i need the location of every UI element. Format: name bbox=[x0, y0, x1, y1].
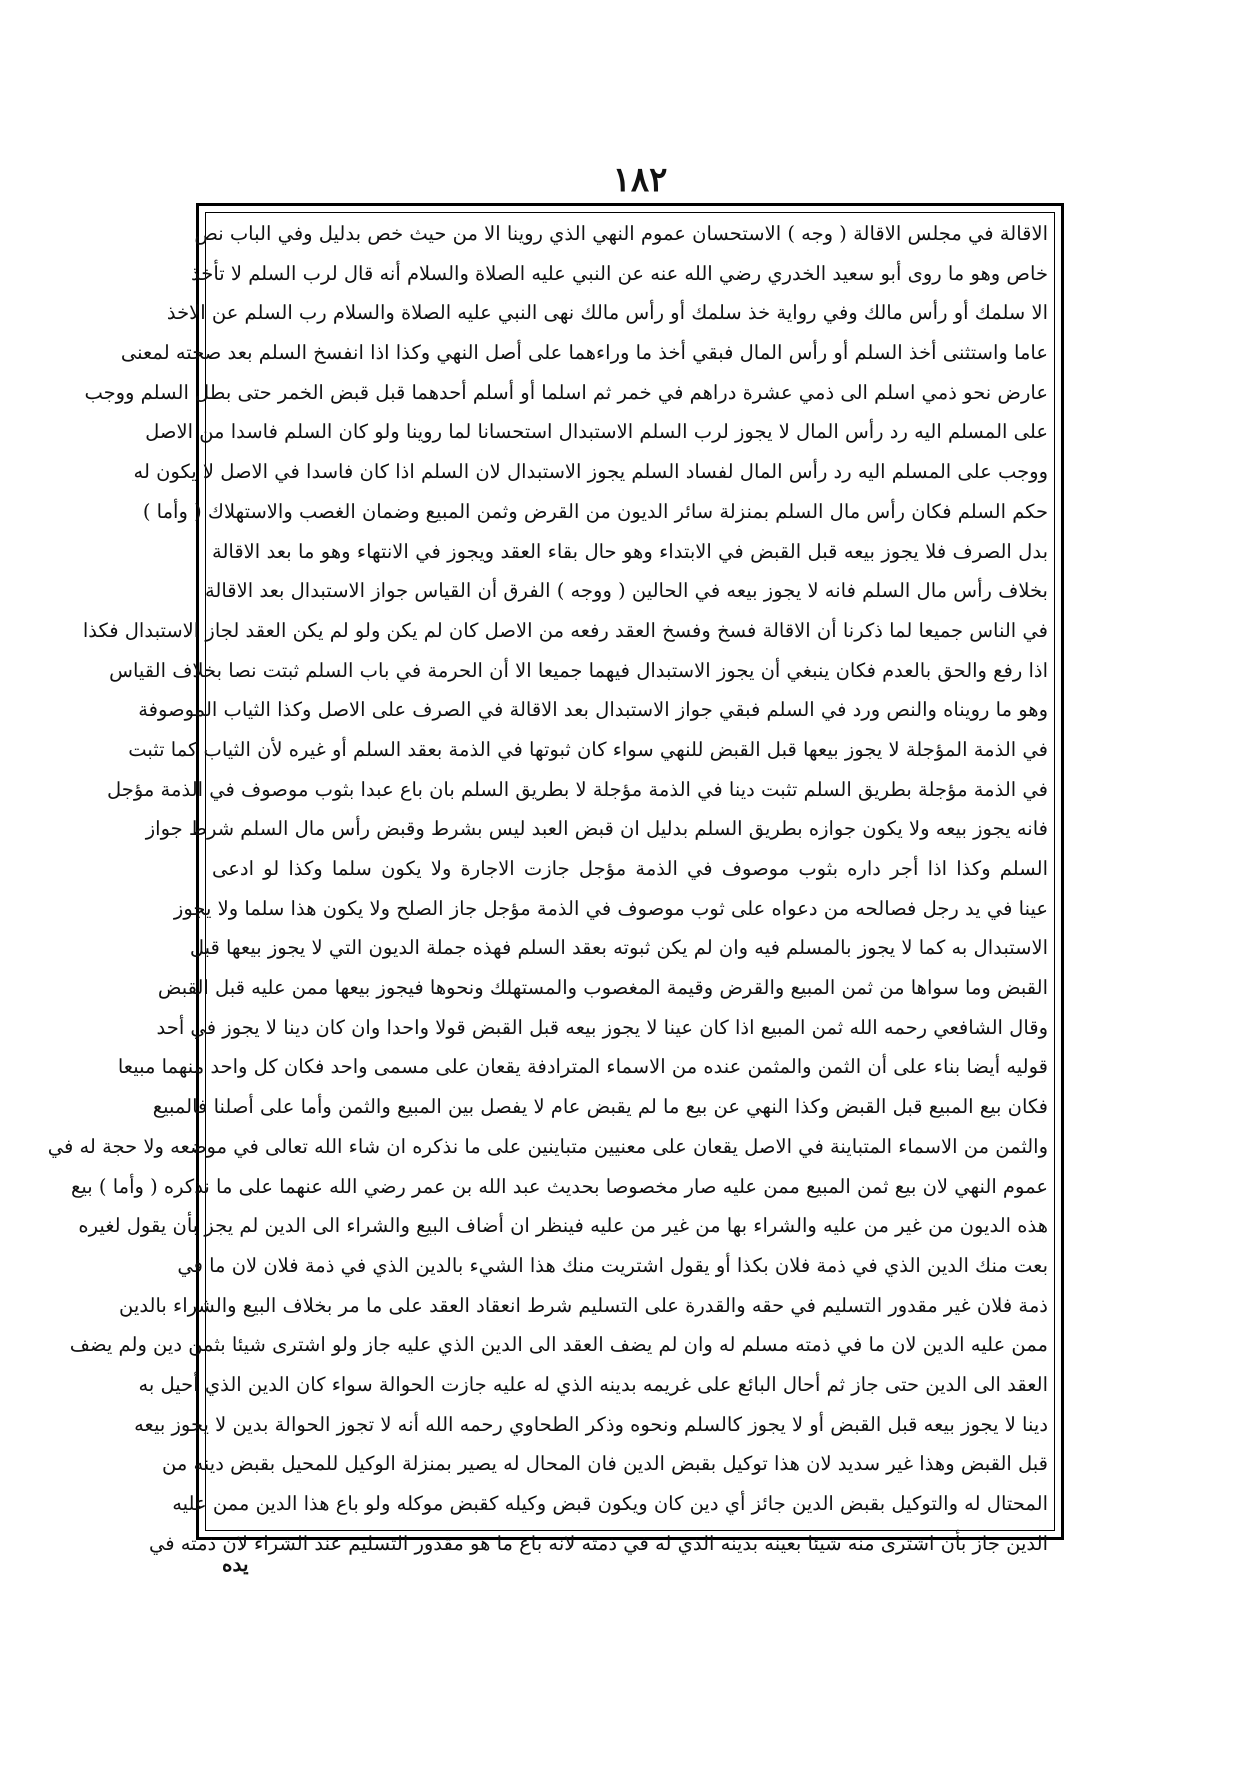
text-line: بدل الصرف فلا يجوز بيعه قبل القبض في الابتداء وهو حال بقاء العقد ويجوز في الانتهاء وهو ما بعد الاقالة bbox=[212, 539, 1048, 563]
text-line: الدين جاز بأن اشترى منه شيئا بعينه بدينه الذي له في ذمته لانه باع ما هو مقدور التسليم عند الشراء لان ذمته في bbox=[148, 1531, 1048, 1555]
text-line: السلم وكذا اذا أجر داره بثوب موصوف في الذمة مؤجل جازت الاجارة ولا يكون سلما وكذا لو ادعى bbox=[212, 857, 1048, 880]
text-line: حكم السلم فكان رأس مال السلم بمنزلة سائر الديون من القرض وثمن المبيع وضمان الغصب والاستهلاك ( وأما ) bbox=[142, 499, 1048, 523]
text-line: فانه يجوز بيعه ولا يكون جوازه بطريق السلم بدليل ان قبض العبد ليس بشرط وقبض رأس مال السلم شرط جواز bbox=[145, 817, 1048, 841]
text-line: والثمن من الاسماء المتباينة في الاصل يقعان على معنيين متباينين على ما نذكره ان شاء الله تعالى في موضعه ولا حجة له في bbox=[47, 1134, 1048, 1158]
text-line: في الناس جميعا لما ذكرنا أن الاقالة فسخ وفسخ العقد رفعه من الاصل كان لم يكن ولو لم يكن العقد لجاز الاستبدال فكذا bbox=[82, 618, 1048, 642]
text-line: الاقالة في مجلس الاقالة ( وجه ) الاستحسان عموم النهي الذي روينا الا من حيث خص بدليل وفي الباب نص bbox=[194, 222, 1048, 245]
text-line: بخلاف رأس مال السلم فانه لا يجوز بيعه في الحالين ( ووجه ) الفرق أن القياس جواز الاستبدال بعد الاقالة bbox=[204, 579, 1048, 603]
text-line: القبض وما سواها من ثمن المبيع والقرض وقيمة المغصوب والمستهلك ونحوها فيجوز بيعها ممن عليه قبل القبض bbox=[157, 976, 1048, 1000]
page-number: ١٨٢ bbox=[612, 160, 668, 200]
text-line: عينا في يد رجل فصالحه من دعواه على ثوب موصوف في الذمة مؤجل جاز الصلح ولا يكون هذا سلما ولا يجوز bbox=[173, 896, 1048, 920]
catchword: يده bbox=[222, 1552, 249, 1576]
text-line: فكان بيع المبيع قبل القبض وكذا النهي عن بيع ما لم يقبض عام لا يفصل بين المبيع والثمن وأما على أصلنا فالمبيع bbox=[152, 1095, 1048, 1119]
text-line: المحتال له والتوكيل بقبض الدين جائز أي دين كان ويكون قبض وكيله كقبض موكله ولو باع هذا الدين ممن عليه bbox=[172, 1492, 1048, 1515]
text-line: وهو ما رويناه والنص ورد في السلم فبقي جواز الاستبدال بعد الاقالة في الصرف على الاصل وكذا الثياب الموصوفة bbox=[138, 698, 1048, 722]
text-line: وقال الشافعي رحمه الله ثمن المبيع اذا كان عينا لا يجوز بيعه قبل القبض قولا واحدا وان كان دينا لا يجوز في أحد bbox=[156, 1015, 1048, 1039]
text-line: عموم النهي لان بيع ثمن المبيع ممن عليه صار مخصوصا بحديث عبد الله بن عمر رضي الله عنهما على ما نذكره ( وأما ) بيع bbox=[71, 1174, 1048, 1198]
text-line: عاما واستثنى أخذ السلم أو رأس المال فبقي أخذ ما وراءهما على أصل النهي وكذا اذا انفسخ السلم بعد صحته لمعنى bbox=[120, 341, 1048, 365]
text-line: ذمة فلان غير مقدور التسليم في حقه والقدرة على التسليم شرط انعقاد العقد على ما مر بخلاف البيع والشراء بالدين bbox=[119, 1293, 1048, 1317]
text-line: دينا لا يجوز بيعه قبل القبض أو لا يجوز كالسلم ونحوه وذكر الطحاوي رحمه الله أنه لا تجوز الحوالة بدين لا يجوز بيعه bbox=[134, 1412, 1048, 1436]
text-line: بعت منك الدين الذي في ذمة فلان بكذا أو يقول اشتريت منك هذا الشيء بالدين الذي في ذمة فلان لان ما في bbox=[177, 1253, 1048, 1277]
text-line: العقد الى الدين حتى جاز ثم أحال البائع على غريمه بدينه الذي له عليه جازت الحوالة سواء كان الدين الذي أحيل به bbox=[138, 1372, 1048, 1396]
text-line: ممن عليه الدين لان ما في ذمته مسلم له وان لم يضف العقد الى الدين الذي عليه جاز ولو اشترى شيئا بثمن دين ولم يضف bbox=[69, 1333, 1048, 1357]
body-text bbox=[47, 214, 1048, 1563]
text-line: اذا رفع والحق بالعدم فكان ينبغي أن يجوز الاستبدال فيهما جميعا الا أن الحرمة في باب السلم ثبتت نصا بخلاف القياس bbox=[109, 658, 1048, 682]
text-line: الا سلمك أو رأس مالك وفي رواية خذ سلمك أو رأس مالك نهى النبي عليه الصلاة والسلام رب السلم عن الاخذ bbox=[166, 301, 1048, 325]
text-line: في الذمة مؤجلة بطريق السلم تثبت دينا في الذمة مؤجلة لا بطريق السلم بان باع عبدا بثوب موصوف في الذمة مؤجل bbox=[107, 777, 1048, 801]
text-line: قبل القبض وهذا غير سديد لان هذا توكيل بقبض الدين فان المحال له يصير بمنزلة الوكيل للمحيل بقبض دينه من bbox=[161, 1452, 1048, 1476]
text-line: خاص وهو ما روى أبو سعيد الخدري رضي الله عنه عن النبي عليه الصلاة والسلام أنه قال لرب السلم لا تأخذ bbox=[191, 261, 1048, 285]
text-line: هذه الديون من غير من عليه والشراء بها من غير من عليه فينظر ان أضاف البيع والشراء الى الدين لم يجز بأن يقول لغيره bbox=[78, 1214, 1048, 1238]
text-line: على المسلم اليه رد رأس المال لا يجوز لرب السلم الاستبدال استحسانا لما روينا ولو كان السلم فاسدا من الاصل bbox=[145, 420, 1048, 444]
text-line: في الذمة المؤجلة لا يجوز بيعها قبل القبض للنهي سواء كان ثبوتها في الذمة بعقد السلم أو غيره لأن الثياب كما تثبت bbox=[128, 737, 1048, 761]
text-line: قوليه أيضا بناء على أن الثمن والمثمن عنده من الاسماء المترادفة يقعان على مسمى واحد فكان كل واحد منهما مبيعا bbox=[117, 1055, 1048, 1079]
text-line: ووجب على المسلم اليه رد رأس المال لفساد السلم يجوز الاستبدال لان السلم اذا كان فاسدا في الاصل لا يكون له bbox=[133, 460, 1048, 484]
text-line: الاستبدال به كما لا يجوز بالمسلم فيه وان لم يكن ثبوته بعقد السلم فهذه جملة الديون التي لا يجوز بيعها قبل bbox=[189, 936, 1048, 960]
text-line: عارض نحو ذمي اسلم الى ذمي عشرة دراهم في خمر ثم اسلما أو أسلم أحدهما قبل قبض الخمر حتى بطل السلم ووجب bbox=[84, 380, 1048, 404]
